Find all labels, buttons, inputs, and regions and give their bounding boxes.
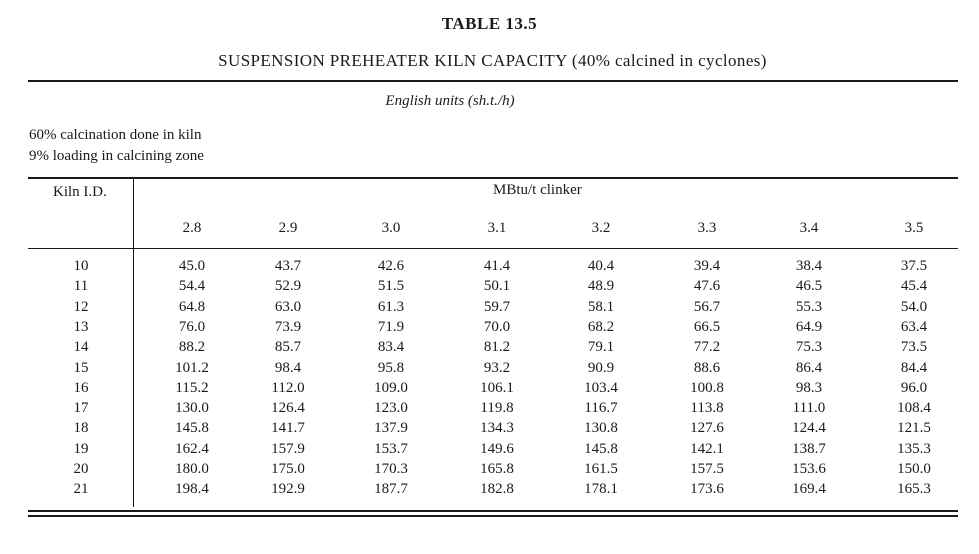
- capacity-cell: 119.8: [480, 400, 514, 416]
- mbtu-group-header: MBtu/t clinker: [493, 182, 582, 198]
- capacity-cell: 145.8: [584, 441, 618, 457]
- capacity-cell: 138.7: [792, 441, 826, 457]
- capacity-cell: 111.0: [792, 400, 826, 416]
- capacity-cell: 187.7: [374, 481, 408, 497]
- capacity-cell: 90.9: [587, 360, 615, 376]
- capacity-cell: 165.8: [480, 461, 514, 477]
- capacity-cell: 170.3: [374, 461, 408, 477]
- capacity-cell: 145.8: [175, 420, 209, 436]
- capacity-cell: 54.0: [900, 299, 928, 315]
- column-header: 3.3: [697, 220, 717, 236]
- kiln-id-cell: 14: [73, 339, 89, 355]
- kiln-id-cell: 20: [73, 461, 89, 477]
- kiln-id-cell: 13: [73, 319, 89, 335]
- capacity-cell: 54.4: [178, 278, 206, 294]
- capacity-cell: 127.6: [690, 420, 724, 436]
- capacity-cell: 103.4: [584, 380, 618, 396]
- kiln-id-cell: 12: [73, 299, 89, 315]
- top-rule: [28, 80, 958, 82]
- column-header: 3.5: [904, 220, 924, 236]
- capacity-cell: 157.5: [690, 461, 724, 477]
- capacity-cell: 48.9: [587, 278, 615, 294]
- capacity-cell: 81.2: [483, 339, 511, 355]
- column-header: 2.9: [278, 220, 298, 236]
- capacity-cell: 52.9: [274, 278, 302, 294]
- capacity-cell: 41.4: [483, 258, 511, 274]
- capacity-cell: 106.1: [480, 380, 514, 396]
- kiln-id-cell: 10: [73, 258, 89, 274]
- capacity-cell: 173.6: [690, 481, 724, 497]
- capacity-cell: 153.7: [374, 441, 408, 457]
- capacity-cell: 63.0: [274, 299, 302, 315]
- capacity-cell: 45.0: [178, 258, 206, 274]
- subheader-rule: [28, 248, 958, 249]
- capacity-cell: 96.0: [900, 380, 928, 396]
- column-divider: [133, 179, 134, 507]
- capacity-cell: 169.4: [792, 481, 826, 497]
- capacity-cell: 73.9: [274, 319, 302, 335]
- capacity-cell: 149.6: [480, 441, 514, 457]
- capacity-cell: 93.2: [483, 360, 511, 376]
- capacity-cell: 58.1: [587, 299, 615, 315]
- capacity-cell: 71.9: [377, 319, 405, 335]
- capacity-cell: 56.7: [693, 299, 721, 315]
- capacity-cell: 182.8: [480, 481, 514, 497]
- header-rule: [28, 177, 958, 179]
- capacity-cell: 61.3: [377, 299, 405, 315]
- kiln-id-cell: 17: [73, 400, 89, 416]
- capacity-cell: 135.3: [897, 441, 931, 457]
- capacity-cell: 124.4: [792, 420, 826, 436]
- capacity-cell: 63.4: [900, 319, 928, 335]
- kiln-id-cell: 18: [73, 420, 89, 436]
- units-label: English units (sh.t./h): [385, 93, 515, 109]
- capacity-cell: 45.4: [900, 278, 928, 294]
- capacity-cell: 84.4: [900, 360, 928, 376]
- capacity-cell: 112.0: [271, 380, 305, 396]
- capacity-cell: 121.5: [897, 420, 931, 436]
- capacity-cell: 39.4: [693, 258, 721, 274]
- capacity-cell: 192.9: [271, 481, 305, 497]
- capacity-cell: 142.1: [690, 441, 724, 457]
- capacity-cell: 137.9: [374, 420, 408, 436]
- bottom-rule-2: [28, 515, 958, 517]
- capacity-cell: 113.8: [690, 400, 724, 416]
- capacity-cell: 70.0: [483, 319, 511, 335]
- kiln-id-header: Kiln I.D.: [53, 184, 107, 200]
- bottom-rule-1: [28, 510, 958, 512]
- capacity-cell: 95.8: [377, 360, 405, 376]
- column-header: 3.4: [799, 220, 819, 236]
- capacity-cell: 126.4: [271, 400, 305, 416]
- capacity-cell: 68.2: [587, 319, 615, 335]
- column-header: 3.1: [487, 220, 507, 236]
- capacity-cell: 79.1: [587, 339, 615, 355]
- kiln-id-cell: 16: [73, 380, 89, 396]
- capacity-cell: 59.7: [483, 299, 511, 315]
- capacity-cell: 85.7: [274, 339, 302, 355]
- capacity-cell: 115.2: [175, 380, 209, 396]
- note-loading: 9% loading in calcining zone: [29, 148, 204, 164]
- capacity-cell: 77.2: [693, 339, 721, 355]
- kiln-id-cell: 15: [73, 360, 89, 376]
- capacity-cell: 42.6: [377, 258, 405, 274]
- capacity-cell: 153.6: [792, 461, 826, 477]
- capacity-cell: 198.4: [175, 481, 209, 497]
- column-header: 2.8: [182, 220, 202, 236]
- capacity-cell: 130.8: [584, 420, 618, 436]
- capacity-cell: 180.0: [175, 461, 209, 477]
- capacity-cell: 130.0: [175, 400, 209, 416]
- capacity-cell: 109.0: [374, 380, 408, 396]
- capacity-cell: 161.5: [584, 461, 618, 477]
- capacity-cell: 165.3: [897, 481, 931, 497]
- capacity-cell: 86.4: [795, 360, 823, 376]
- capacity-cell: 88.2: [178, 339, 206, 355]
- capacity-cell: 100.8: [690, 380, 724, 396]
- capacity-cell: 37.5: [900, 258, 928, 274]
- capacity-cell: 43.7: [274, 258, 302, 274]
- capacity-cell: 55.3: [795, 299, 823, 315]
- capacity-cell: 123.0: [374, 400, 408, 416]
- capacity-cell: 88.6: [693, 360, 721, 376]
- capacity-cell: 73.5: [900, 339, 928, 355]
- capacity-cell: 162.4: [175, 441, 209, 457]
- capacity-cell: 76.0: [178, 319, 206, 335]
- capacity-cell: 141.7: [271, 420, 305, 436]
- table-number: TABLE 13.5: [441, 14, 538, 33]
- capacity-cell: 47.6: [693, 278, 721, 294]
- capacity-cell: 75.3: [795, 339, 823, 355]
- kiln-id-cell: 11: [73, 278, 89, 294]
- capacity-cell: 175.0: [271, 461, 305, 477]
- capacity-cell: 64.8: [178, 299, 206, 315]
- capacity-cell: 108.4: [897, 400, 931, 416]
- capacity-cell: 157.9: [271, 441, 305, 457]
- note-calcination: 60% calcination done in kiln: [29, 127, 202, 143]
- column-header: 3.0: [381, 220, 401, 236]
- capacity-cell: 40.4: [587, 258, 615, 274]
- capacity-cell: 150.0: [897, 461, 931, 477]
- kiln-id-cell: 19: [73, 441, 89, 457]
- capacity-cell: 38.4: [795, 258, 823, 274]
- capacity-cell: 46.5: [795, 278, 823, 294]
- capacity-cell: 50.1: [483, 278, 511, 294]
- capacity-cell: 98.3: [795, 380, 823, 396]
- capacity-cell: 178.1: [584, 481, 618, 497]
- capacity-cell: 66.5: [693, 319, 721, 335]
- capacity-cell: 134.3: [480, 420, 514, 436]
- capacity-cell: 98.4: [274, 360, 302, 376]
- capacity-cell: 64.9: [795, 319, 823, 335]
- kiln-id-cell: 21: [73, 481, 89, 497]
- column-header: 3.2: [591, 220, 611, 236]
- capacity-cell: 83.4: [377, 339, 405, 355]
- capacity-cell: 51.5: [377, 278, 405, 294]
- capacity-cell: 101.2: [175, 360, 209, 376]
- capacity-cell: 116.7: [584, 400, 618, 416]
- table-title: SUSPENSION PREHEATER KILN CAPACITY (40% calcined in cyclones): [218, 51, 767, 70]
